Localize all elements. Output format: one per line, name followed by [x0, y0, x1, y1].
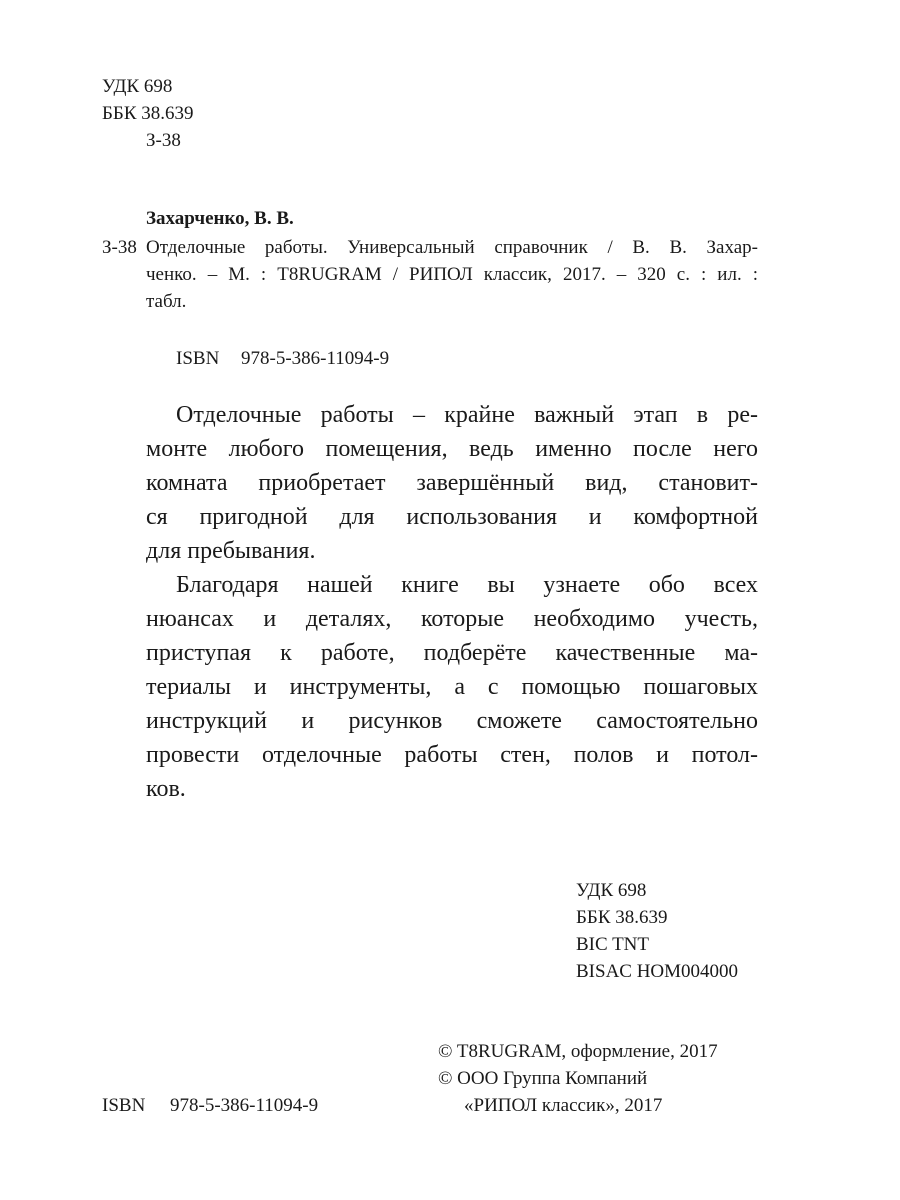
class-bisac: BISAC HOM004000	[576, 961, 739, 982]
top-author-sign: З-38	[146, 130, 181, 151]
annotation-line: ков.	[146, 776, 186, 802]
top-bbk: ББК 38.639	[102, 103, 194, 124]
annotation-line: провести отделочные работы стен, полов и потол-	[146, 742, 758, 768]
annotation-line: ся пригодной для использования и комфортной	[146, 504, 758, 530]
annotation-line: монте любого помещения, ведь именно после него	[146, 436, 758, 462]
biblio-line: ченко. – М. : T8RUGRAM / РИПОЛ классик, 2017. – 320 с. : ил. :	[146, 264, 758, 285]
copyright-publisher-name: «РИПОЛ классик», 2017	[464, 1095, 663, 1116]
biblio-line: Отделочные работы. Универсальный справочник / В. В. Захар-	[146, 237, 758, 258]
footer-isbn-label: ISBN	[102, 1095, 146, 1116]
copyright-publisher: © ООО Группа Компаний	[438, 1068, 648, 1089]
footer-isbn-number: 978-5-386-11094-9	[170, 1095, 319, 1116]
class-udk: УДК 698	[576, 880, 647, 901]
annotation-line: комната приобретает завершённый вид, становит-	[146, 470, 758, 496]
annotation-paragraph-1	[146, 398, 758, 568]
class-bbk: ББК 38.639	[576, 907, 668, 928]
annotation-line: нюансах и деталях, которые необходимо учесть,	[146, 606, 758, 632]
author-heading: Захарченко, В. В.	[146, 208, 294, 229]
top-udk: УДК 698	[102, 76, 173, 97]
class-bic: BIC TNT	[576, 934, 650, 955]
annotation-line: инструкций и рисунков сможете самостоятельно	[146, 708, 758, 734]
copyright-design: © T8RUGRAM, оформление, 2017	[438, 1041, 718, 1062]
annotation-line: приступая к работе, подберёте качественные ма-	[146, 640, 758, 666]
entry-isbn-number: 978-5-386-11094-9	[241, 348, 390, 369]
annotation-line: для пребывания.	[146, 538, 316, 564]
entry-isbn-label: ISBN	[176, 348, 220, 369]
annotation-line: Благодаря нашей книге вы узнаете обо всех	[176, 572, 758, 598]
biblio-line: табл.	[146, 291, 187, 312]
annotation-paragraph-2	[146, 568, 758, 806]
bibliographic-description	[146, 234, 758, 315]
entry-sign: З-38	[102, 237, 137, 258]
annotation-line: териалы и инструменты, а с помощью пошаговых	[146, 674, 758, 700]
annotation-line: Отделочные работы – крайне важный этап в ре-	[176, 402, 758, 428]
